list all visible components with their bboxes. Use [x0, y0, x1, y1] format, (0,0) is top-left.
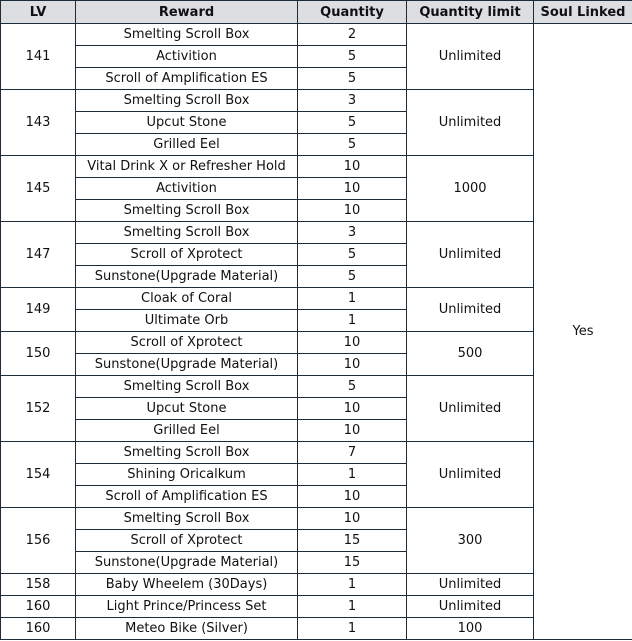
- reward-cell: Cloak of Coral: [76, 288, 298, 310]
- reward-cell: Baby Wheelem (30Days): [76, 574, 298, 596]
- quantity-cell: 10: [298, 178, 407, 200]
- quantity-cell: 5: [298, 376, 407, 398]
- quantity-limit-cell: Unlimited: [407, 376, 534, 442]
- quantity-cell: 10: [298, 200, 407, 222]
- header-reward: Reward: [76, 1, 298, 24]
- quantity-cell: 1: [298, 596, 407, 618]
- level-cell: 150: [1, 332, 76, 376]
- reward-cell: Smelting Scroll Box: [76, 24, 298, 46]
- reward-cell: Grilled Eel: [76, 420, 298, 442]
- level-cell: 152: [1, 376, 76, 442]
- reward-cell: Scroll of Amplification ES: [76, 486, 298, 508]
- quantity-limit-cell: 1000: [407, 156, 534, 222]
- reward-cell: Scroll of Xprotect: [76, 530, 298, 552]
- level-cell: 149: [1, 288, 76, 332]
- quantity-cell: 10: [298, 486, 407, 508]
- quantity-cell: 1: [298, 574, 407, 596]
- quantity-limit-cell: 100: [407, 618, 534, 640]
- header-row: [1, 1, 632, 24]
- quantity-cell: 10: [298, 332, 407, 354]
- quantity-limit-cell: Unlimited: [407, 90, 534, 156]
- quantity-cell: 5: [298, 266, 407, 288]
- quantity-cell: 10: [298, 398, 407, 420]
- header-lv: LV: [1, 1, 76, 24]
- quantity-cell: 5: [298, 134, 407, 156]
- level-cell: 147: [1, 222, 76, 288]
- header-soul-linked: Soul Linked: [534, 1, 632, 24]
- quantity-cell: 1: [298, 288, 407, 310]
- quantity-limit-cell: 500: [407, 332, 534, 376]
- quantity-cell: 5: [298, 244, 407, 266]
- quantity-cell: 1: [298, 464, 407, 486]
- level-cell: 160: [1, 618, 76, 640]
- quantity-cell: 5: [298, 112, 407, 134]
- reward-cell: Sunstone(Upgrade Material): [76, 266, 298, 288]
- quantity-cell: 3: [298, 222, 407, 244]
- quantity-cell: 10: [298, 354, 407, 376]
- quantity-cell: 2: [298, 24, 407, 46]
- reward-cell: Light Prince/Princess Set: [76, 596, 298, 618]
- reward-cell: Meteo Bike (Silver): [76, 618, 298, 640]
- quantity-limit-cell: Unlimited: [407, 442, 534, 508]
- reward-cell: Scroll of Xprotect: [76, 332, 298, 354]
- level-cell: 145: [1, 156, 76, 222]
- quantity-limit-cell: 300: [407, 508, 534, 574]
- reward-cell: Ultimate Orb: [76, 310, 298, 332]
- reward-cell: Smelting Scroll Box: [76, 508, 298, 530]
- level-cell: 158: [1, 574, 76, 596]
- quantity-limit-cell: Unlimited: [407, 24, 534, 90]
- quantity-limit-cell: Unlimited: [407, 574, 534, 596]
- quantity-limit-cell: Unlimited: [407, 596, 534, 618]
- quantity-cell: 5: [298, 68, 407, 90]
- quantity-cell: 3: [298, 90, 407, 112]
- quantity-limit-cell: Unlimited: [407, 288, 534, 332]
- reward-cell: Sunstone(Upgrade Material): [76, 354, 298, 376]
- level-cell: 160: [1, 596, 76, 618]
- reward-cell: Vital Drink X or Refresher Hold: [76, 156, 298, 178]
- quantity-cell: 10: [298, 420, 407, 442]
- reward-cell: Activition: [76, 178, 298, 200]
- quantity-cell: 1: [298, 618, 407, 640]
- reward-cell: Smelting Scroll Box: [76, 442, 298, 464]
- quantity-cell: 10: [298, 156, 407, 178]
- reward-cell: Grilled Eel: [76, 134, 298, 156]
- quantity-cell: 15: [298, 530, 407, 552]
- level-cell: 143: [1, 90, 76, 156]
- level-cell: 154: [1, 442, 76, 508]
- quantity-cell: 1: [298, 310, 407, 332]
- reward-cell: Upcut Stone: [76, 398, 298, 420]
- level-cell: 156: [1, 508, 76, 574]
- reward-cell: Scroll of Amplification ES: [76, 68, 298, 90]
- reward-cell: Scroll of Xprotect: [76, 244, 298, 266]
- reward-cell: Upcut Stone: [76, 112, 298, 134]
- soul-linked-cell: Yes: [534, 24, 632, 640]
- level-cell: 141: [1, 24, 76, 90]
- reward-cell: Smelting Scroll Box: [76, 90, 298, 112]
- header-quantity: Quantity: [298, 1, 407, 24]
- reward-cell: Smelting Scroll Box: [76, 222, 298, 244]
- quantity-cell: 5: [298, 46, 407, 68]
- quantity-cell: 7: [298, 442, 407, 464]
- reward-cell: Smelting Scroll Box: [76, 376, 298, 398]
- header-quantity-limit: Quantity limit: [407, 1, 534, 24]
- table-body: [1, 24, 632, 640]
- table-row: [1, 24, 632, 46]
- reward-cell: Sunstone(Upgrade Material): [76, 552, 298, 574]
- quantity-cell: 15: [298, 552, 407, 574]
- quantity-cell: 10: [298, 508, 407, 530]
- reward-cell: Smelting Scroll Box: [76, 200, 298, 222]
- quantity-limit-cell: Unlimited: [407, 222, 534, 288]
- reward-cell: Shining Oricalkum: [76, 464, 298, 486]
- reward-cell: Activition: [76, 46, 298, 68]
